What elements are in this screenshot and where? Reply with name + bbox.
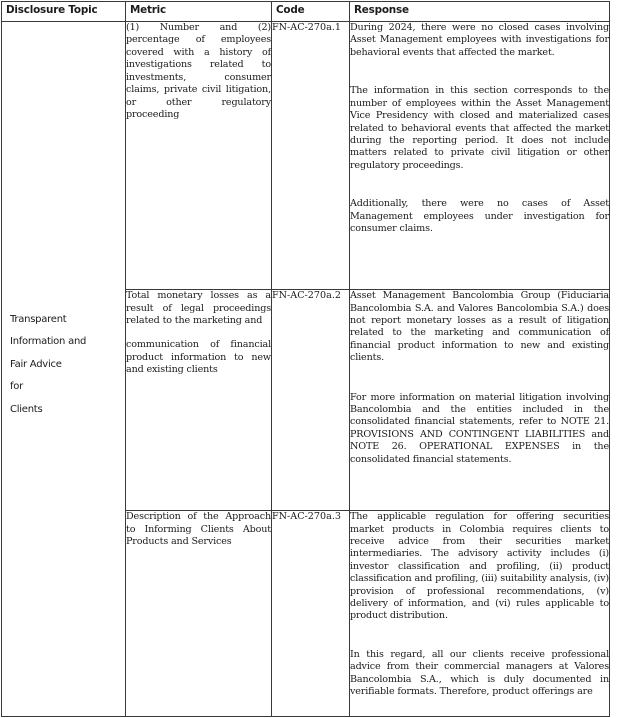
- disclosure-topic: [2, 309, 125, 422]
- topic-line: Transparent: [10, 313, 67, 325]
- metric-text: Total monetary losses as a result of legal proceedings related to the marketing and: [126, 290, 271, 327]
- response-paragraph: The information in this section corresponds to the number of employees within the Asset Management Vice Presidency with closed and materialized cases related to behavioral events that affected the market during the reporting period. It does not include matters related to private civil litigation or other regulatory proceedings.: [350, 85, 609, 171]
- response-cell: [350, 22, 610, 290]
- response-paragraph: Asset Management Bancolombia Group (Fiduciaria Bancolombia S.A. and Valores Bancolombia S.A.) does not report monetary losses as a result of litigation related to the marketing and communication of financial product information to new and existing clients.: [350, 290, 609, 364]
- metric-text: communication of financial product information to new and existing clients: [126, 339, 271, 376]
- response-paragraph: In this regard, all our clients receive professional advice from their commercial managers at Valores Bancolombia S.A., which is duly documented in verifiable formats. Therefore, product offerings are: [350, 648, 609, 697]
- header-code: Code: [272, 2, 350, 22]
- response-cell: [350, 290, 610, 511]
- response-paragraph: For more information on material litigation involving Bancolombia and the entities included in the consolidated financial statements, refer to NOTE 21. PROVISIONS AND CONTINGENT LIABILITIES and NOTE 26. OPERATIONAL EXPENSES in the consolidated financial statements.: [350, 391, 609, 465]
- code-cell: FN-AC-270a.3: [272, 511, 350, 717]
- disclosure-table: [1, 1, 610, 717]
- metric-cell: [126, 290, 272, 511]
- header-response: Response: [350, 2, 610, 22]
- metric-cell: [126, 511, 272, 717]
- table-row: [2, 22, 610, 290]
- metric-text: Description of the Approach to Informing Clients About Products and Services: [126, 511, 271, 547]
- code-cell: FN-AC-270a.1: [272, 22, 350, 290]
- response-cell: [350, 511, 610, 717]
- topic-line: Clients: [10, 403, 43, 415]
- header-metric: Metric: [126, 2, 272, 22]
- topic-line: Fair Advice: [10, 358, 62, 370]
- code-cell: FN-AC-270a.2: [272, 290, 350, 511]
- response-paragraph: The applicable regulation for offering securities market products in Colombia requires clients to receive advice from their securities market intermediaries. The advisory activity includes (i) investor classification and profiling, (ii) product classification and profiling, (iii) suitability analysis, (iv) provision of professional recommendations, (v) delivery of information, and (vi) rules applicable to product distribution.: [350, 511, 609, 622]
- header-disclosure-topic: Disclosure Topic: [2, 2, 126, 22]
- response-paragraph: Additionally, there were no cases of Asset Management employees under investigation for consumer claims.: [350, 198, 609, 234]
- topic-line: for: [10, 381, 23, 393]
- disclosure-topic-cell: [2, 22, 126, 717]
- metric-cell: [126, 22, 272, 290]
- response-paragraph: During 2024, there were no closed cases involving Asset Management employees with investigations for behavioral events that affected the market.: [350, 22, 609, 58]
- metric-text: (1) Number and (2) percentage of employees covered with a history of investigations related to investments, consumer claims, private civil litigation, or other regulatory proceeding: [126, 22, 271, 120]
- topic-line: Information and: [10, 336, 87, 348]
- header-row: [2, 2, 610, 22]
